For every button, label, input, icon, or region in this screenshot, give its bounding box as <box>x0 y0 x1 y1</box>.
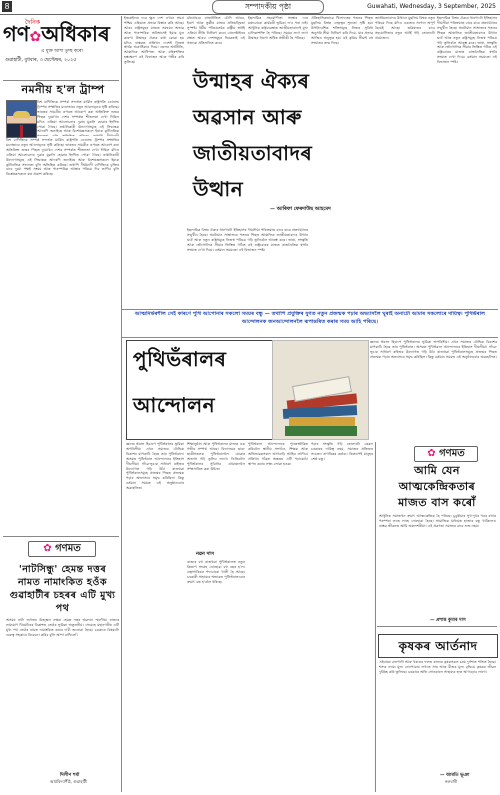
ganamat-logo-right-text: গণমত <box>439 448 465 459</box>
books-body-col-b: শিক্ষানুষ্ঠান আৰু পুথিভঁৰালৰ মাজত এক গভীৰ সম্পৰ্ক আছে। বিদ্যালয়ৰ ছাত্ৰ-ছাত্ৰীসকলক পুথিভঁৰাললৈ যোৱাৰ অভ্যাস গঢ়ি তুলিব লাগে। ডিজিটেল পুথিভঁৰালৰ সুবিধাও গ্ৰামাঞ্চললৈ সম্প্ৰসাৰিত কৰা উচিত। <box>187 442 245 471</box>
ganamat-icon: ✿ <box>43 543 52 554</box>
page-number: 8 <box>2 1 12 12</box>
feature-title-line2: অৱসান আৰু <box>193 105 302 129</box>
books-byline: নৱন দাস <box>196 551 215 557</box>
books-title-line2: আন্দোলন <box>133 393 216 417</box>
masthead <box>3 17 118 77</box>
article-col-7: ইছলামিক বিশ্বৰ ঐক্যৰ ধাৰণাটো ইতিহাসৰ দীঘলীয়া পৰিক্ৰমাত বাৰে বাৰে প্ৰত্যাহ্বানৰ সন্মুখীন হৈছে। অটোমান সাম্ৰাজ্যৰ পতনৰ পিছত আঞ্চলিক জাতীয়তাবাদৰ উত্থান ঘটে আৰু নতুন ৰাষ্ট্ৰসমূহে নিজস্ব পৰিচয় গঢ়ি তুলিবলৈ আৰম্ভ কৰে। ভাষা, সংস্কৃতি আৰু ভৌগোলিক সীমাৰ ভিত্তিত গঠিত এই ৰাষ্ট্ৰবোৰৰ মাজত ৰাজনৈতিক স্বাৰ্থৰ সংঘাত দেখা দিয়ে। বৰ্তমান সময়তো এই বিভাজন স্পষ্ট। <box>437 16 497 65</box>
letter2-body: আধুনিক সমাজখন ক্ৰমাৎ আত্মকেন্দ্ৰিক হৈ পৰিছে। চুবুৰীয়াৰ সুখ-দুখৰ খবৰ ৰখাৰ পৰম্পৰা লাহে লাহে নোহোৱা হৈছে। সামাজিক মাধ্যমত হাজাৰ বন্ধু থাকিলেও বাস্তৱ জীৱনত আমি অকলশৰীয়া। এই প্ৰৱণতা সমাজৰ বাবে শুভ নহয়। <box>379 514 496 528</box>
books-body-col-c: পুথিভঁৰাল আন্দোলনক পুনৰুজ্জীৱিত কৰিবলৈ স্থানীয় সংগঠন, শিক্ষক আৰু অভিভাৱকসকল আগবাঢ়ি আহিব লাগিব। প্ৰতিখন গাঁৱত অন্ততঃ এটি পঢ়াকোঠা স্থাপন কৰাৰ লক্ষ্য লোৱা হওক। <box>248 442 308 466</box>
book-shape-3 <box>289 417 355 426</box>
letter3-title: কৃষকৰ আৰ্তনাদ <box>398 639 478 653</box>
letter2-author: — প্ৰশান্ত কুমাৰ দাস <box>430 618 466 623</box>
lotus-icon: ✿ <box>29 29 42 45</box>
masthead-date: গুৱাহাটী, বুধবাৰ, ৩ ছেপ্টেম্বৰ, ২০২৫ <box>5 58 77 63</box>
page-header <box>0 0 500 15</box>
masthead-prefix: দৈনিক <box>25 19 41 26</box>
letter3-place: নলবাৰী <box>445 779 458 784</box>
letter1-author: দিলীপ শৰ্মা <box>60 773 80 778</box>
tie-shape <box>20 125 23 137</box>
editorial-body: বিশ্ব বাণিজ্যিক সম্পৰ্ক সন্দৰ্ভত মাৰ্কিন ৰাষ্ট্ৰপতি ডোনাল্ড ট্ৰাম্পৰ সম্প্ৰতিৰ মনোভাবে নতুন আলোড়নৰ সৃষ্টি কৰিছে। ভাৰতৰ সামগ্ৰীৰ ওপৰত আৰোপ কৰা অতিৰিক্ত শুল্কৰ পিছত দুয়োখন দেশৰ সম্পৰ্কত শীতলতা দেখা দিছিল যদিও এতিয়া আলোচনাৰ দুৱাৰ মুকলি হোৱাৰ ইংগিত পোৱা গৈছে। ৰপ্তানিকাৰী উদ্যোগসমূহে এই সিদ্ধান্তক আদৰণি জনাইছে আৰু বিশেষজ্ঞসকলে ইয়াক কূটনৈতিক <box>37 100 119 134</box>
masthead-name-right: অধিকাৰ <box>41 22 110 46</box>
feature-title-line3: জাতীয়তাবাদৰ <box>193 141 313 165</box>
article-col-3: মধ্যপ্ৰাচ্যৰ ৰাজনীতিত চৌদি আৰব, ইৰাণ আৰু তুৰ্কীৰ মাজৰ প্ৰতিদ্বন্দ্বিতা সুস্পষ্ট। ধৰ্মীয় পৰিচয়তকৈ ৰাষ্ট্ৰীয় স্বাৰ্থই এতিয়া নীতি নিৰ্ধাৰণ কৰে। প্ৰেলেষ্টাইনৰ প্ৰশ্নত আৰব দেশসমূহৰ নিৰৱতাই এই সত্যকে প্ৰতিফলিত কৰে। <box>187 16 245 45</box>
letter2-title-line3: মাজত বাস কৰোঁ <box>398 496 476 509</box>
section-title <box>212 0 324 14</box>
letter3-body: এইবাৰৰ বানপানী আৰু খৰাঙৰ ফলত ৰাজ্যৰ কৃষকসকল চৰম দুৰ্দশাত পতিত হৈছে। শস্যৰ ন্যায্য মূল্য নোপোৱাৰ লগতে সাৰ আৰু বীজৰ মূল্য বৃদ্ধিয়ে কৃষকৰ জীৱন দুৰ্বিষহ কৰি তুলিছে। চৰকাৰে অতি সোনকালে সাহায্যৰ হাত আগবঢ়াব লাগে। <box>379 660 496 674</box>
letter3-author: — আৰতি ভূঞা <box>440 773 470 778</box>
feature-body-lower: ইছলামিক বিশ্বৰ ঐক্যৰ ধাৰণাটো ইতিহাসৰ দীঘলীয়া পৰিক্ৰমাত বাৰে বাৰে প্ৰত্যাহ্বানৰ সন্মুখীন হৈছে। অটোমান সাম্ৰাজ্যৰ পতনৰ পিছত আঞ্চলিক জাতীয়তাবাদৰ উত্থান ঘটে আৰু নতুন ৰাষ্ট্ৰসমূহে নিজস্ব পৰিচয় গঢ়ি তুলিবলৈ আৰম্ভ কৰে। ভাষা, সংস্কৃতি আৰু ভৌগোলিক সীমাৰ ভিত্তিত গঠিত এই ৰাষ্ট্ৰবোৰৰ মাজত ৰাজনৈতিক স্বাৰ্থৰ সংঘাত দেখা দিয়ে। বৰ্তমান সময়তো এই বিভাজন স্পষ্ট। <box>187 228 308 252</box>
dateline: Guwahati, Wednesday, 3 September, 2025 <box>367 3 496 10</box>
book-shape-4 <box>285 426 357 436</box>
letter2-title-line2: আত্মকেন্দ্ৰিকতাৰ <box>398 480 476 493</box>
books-image <box>272 340 369 440</box>
letter2-title-line1: আমি যেন <box>414 464 460 477</box>
ganamat-logo-left <box>28 541 96 557</box>
article-col-4: ইছলামিক সহযোগিতা সংস্থাৰ দৰে মঞ্চবোৰো কাৰ্যকৰী ভূমিকা ল'ব পৰা নাই। আধুনিক ৰাষ্ট্ৰব্যৱস্থাত জাতীয়তাবাদেই মুখ্য চালিকাশক্তি হৈ পৰিছে। সময়ৰ লগে লগে উন্মাহৰ ধাৰণা অধিক প্ৰতীকী হৈ পৰিছে। <box>248 16 308 40</box>
section-title-text: সম্পাদকীয় পৃষ্ঠা <box>244 2 292 11</box>
feature-title-block <box>187 64 311 224</box>
editorial-title: নমনীয় হ'ল ট্ৰাম্প <box>21 83 105 96</box>
books-body-col-a: জ্ঞানৰ ভঁৰাল হিচাপে পুথিভঁৰালৰ ভূমিকা অপৰিসীম। এখন সমাজৰ বৌদ্ধিক বিকাশৰ মাপকাঠি হৈছে তাৰ পুথিভঁৰাল। অসমত পুথিভঁৰাল আন্দোলনৰ ইতিহাস দীঘলীয়া। গাঁৱে-ভূঞে সাধাৰণ ৰাইজৰ উদ্যোগত গঢ়ি উঠা ৰাজহুৱা পুথিভঁৰালসমূহে প্ৰজন্মৰ পিছত প্ৰজন্মক পঢ়াৰ অভ্যাসৰে সমৃদ্ধ কৰিছিল। কিন্তু বৰ্তমান সময়ত এই অনুষ্ঠানবোৰ অৱহেলিত। <box>126 442 184 491</box>
letter3-title-box <box>378 634 498 658</box>
feature-title-line4: উত্থান <box>193 177 244 201</box>
books-body-right: জ্ঞানৰ ভঁৰাল হিচাপে পুথিভঁৰালৰ ভূমিকা অপৰিসীম। এখন সমাজৰ বৌদ্ধিক বিকাশৰ মাপকাঠি হৈছে তাৰ পুথিভঁৰাল। অসমত পুথিভঁৰাল আন্দোলনৰ ইতিহাস দীঘলীয়া। গাঁৱে-ভূঞে সাধাৰণ ৰাইজৰ উদ্যোগত গঢ়ি উঠা ৰাজহুৱা পুথিভঁৰালসমূহে প্ৰজন্মৰ পিছত প্ৰজন্মক পঢ়াৰ অভ্যাসৰে সমৃদ্ধ কৰিছিল। কিন্তু বৰ্তমান সময়ত এই অনুষ্ঠানবোৰ অৱহেলিত। <box>370 340 497 359</box>
masthead-tagline: এ যুক্ত আশা তুচ্ছ কৰো <box>41 49 83 54</box>
letter1-title: 'নাটসিন্ধু' হেমন্ত দত্তৰ নামত নামাংকিত হওঁক গুৱাহাটীৰ চহৰৰ এটি মুখ্য পথ <box>9 564 116 614</box>
editorial-body-cont: বিশ্ব বাণিজ্যিক সম্পৰ্ক সন্দৰ্ভত মাৰ্কিন ৰাষ্ট্ৰপতি ডোনাল্ড ট্ৰাম্পৰ সম্প্ৰতিৰ মনোভাবে নতুন আলোড়নৰ সৃষ্টি কৰিছে। ভাৰতৰ সামগ্ৰীৰ ওপৰত আৰোপ কৰা অতিৰিক্ত শুল্কৰ পিছত দুয়োখন দেশৰ সম্পৰ্কত শীতলতা দেখা দিছিল যদিও এতিয়া আলোচনাৰ দুৱাৰ মুকলি হোৱাৰ ইংগিত পোৱা গৈছে। ৰপ্তানিকাৰী উদ্যোগসমূহে এই সিদ্ধান্তক আদৰণি জনাইছে আৰু বিশেষজ্ঞসকলে ইয়াক কূটনৈতিক সফলতা বুলি অভিহিত কৰিছে। তথাপি দীৰ্ঘম্যাদী বাণিজ্যিক চুক্তিৰ বাবে দুয়ো পক্ষই সংযম আৰু পাৰস্পৰিক আস্থাৰ পৰিচয় দিব লাগিব বুলি বিশ্লেষকসকলে মত প্ৰকাশ কৰিছে। <box>6 138 119 177</box>
banner-text: আত্মনিৰ্ভৰশীল সেই কাৰণে পুথি আপোনাৰ সকলো সময়ৰ বন্ধু — তথাপি প্ৰযুক্তিৰ যুগত নতুন প্ৰজন্মক পঢ়াৰ অভ্যাসলৈ ঘূৰাই অনাটো আমাৰ সকলোৰে দায়িত্ব। পুথিভঁৰাল আন্দোলনক জনআন্দোলনলৈ ৰূপান্তৰিত কৰাৰ সময় আহি পৰিছে। <box>135 311 485 325</box>
books-body-col-d: পঢ়াৰ সংস্কৃতি গঢ়ি তোলাটো কেৱল চৰকাৰৰ দায়িত্ব নহয়, সমাজৰ প্ৰতিজন সচেতন নাগৰিকৰ কৰ্তব্য। কিতাপেই মানুহৰ শ্ৰেষ্ঠ বন্ধু। <box>311 442 373 461</box>
books-body-col-b2: ৰাজ্যৰ বহু ৰাজহুৱা পুথিভঁৰালত নতুন কিতাপ সংগ্ৰহ নোহোৱা বহু বছৰ হ'ল। গ্ৰন্থাগাৰিকৰ পদবোৰো খালী হৈ আছে। চৰকাৰী সাহায্যৰ অভাৱত পুথিভঁৰালবোৰ ক্ৰমাৎ বন্ধ হ'বলৈ ধৰিছে। <box>187 560 245 584</box>
masthead-name-left: গণ <box>3 22 30 46</box>
trump-photo <box>6 100 37 138</box>
article-col-2: ইজৰাইলৰ দৰে ক্ষুদ্ৰ দেশ এখনে সমগ্ৰ পশ্চিম এছিয়াত প্ৰভাৱ বিস্তাৰ কৰি আছে। আৰব ৰাষ্ট্ৰসমূহৰ মাজত সমন্বয়ৰ অভাৱ আৰু পাৰস্পৰিক অবিশ্বাসেই ইয়াৰ মূল কাৰণ। উন্মাহৰ ঐক্যৰ কথা কোৱা হয় যদিও বাস্তৱত প্ৰতিখন দেশেই নিজস্ব স্বাৰ্থক অগ্ৰাধিকাৰ দিয়ে। তেলৰ অৰ্থনীতি, আঞ্চলিক আধিপত্য আৰু বহিঃশক্তিৰ হস্তক্ষেপে এই বিভাজন আৰু গভীৰ কৰি তুলিছে। <box>124 16 184 65</box>
hair-shape <box>13 111 30 118</box>
feature-byline: — আৰিফা ফেৰদাউছ আহমেদ <box>270 206 331 212</box>
ganamat-icon-right: ✿ <box>427 448 436 459</box>
books-title-box <box>126 340 274 440</box>
article-col-5: ঐতিহাসিকভাৱে খিলাফতৰ পতনৰ পিছত মুছলিম বিশ্বত নেতৃত্বৰ শূন্যতা সৃষ্টি হয়। উপনিবেশিক শক্তিসমূহে নিজৰ সুবিধা অনুসৰি সীমা নিৰ্ধাৰণ কৰি দিয়ে, যাৰ প্ৰভাৱ আজিও অনুভূত হয়। এই কৃত্ৰিম সীমাই বহু সংঘাতৰ জন্ম দিছে। <box>311 16 373 45</box>
ganamat-logo-text: গণমত <box>55 543 81 554</box>
letter1-place: আৰ্যবিদ্যাপীঠ, গুৱাহাটী <box>50 779 87 784</box>
letter1-body: অসমৰ নাট্য জগতৰ উজ্জ্বল নক্ষত্ৰ হেমন্ত দত্তৰ অৱদান স্মৰণীয়। ৰাজ্যৰ ভ্ৰাম্যমাণ থিয়েটাৰৰ বিকাশত তেওঁৰ ভূমিকা অতুলনীয়। সেয়েহে মহানগৰীৰ এটি মুখ্য পথ তেওঁৰ নামত নামাংকিত কৰাৰ দাবী জনোৱা হৈছে। চৰকাৰে বিষয়টো গুৰুত্ব সহকাৰে বিবেচনা কৰিব বুলি আশা ৰাখিলোঁ। <box>6 618 119 637</box>
article-col-6: জাতীয়তাবাদৰ উত্থানে মুছলিম বিশ্বক নতুন পৰিচয় দিছে যদিও একতাৰ সপোন অপূৰ্ণ হৈয়েই আছে। ভৱিষ্যতৰ বাবে সহযোগিতাৰ নতুন আৰ্হি গঢ়ি তোলাটো প্ৰয়োজন। <box>375 16 435 40</box>
ganamat-logo-right <box>414 446 478 462</box>
books-title-line1: পুথিভঁৰালৰ <box>133 347 227 371</box>
feature-title-line1: উন্মাহৰ ঐক্যৰ <box>193 69 310 93</box>
